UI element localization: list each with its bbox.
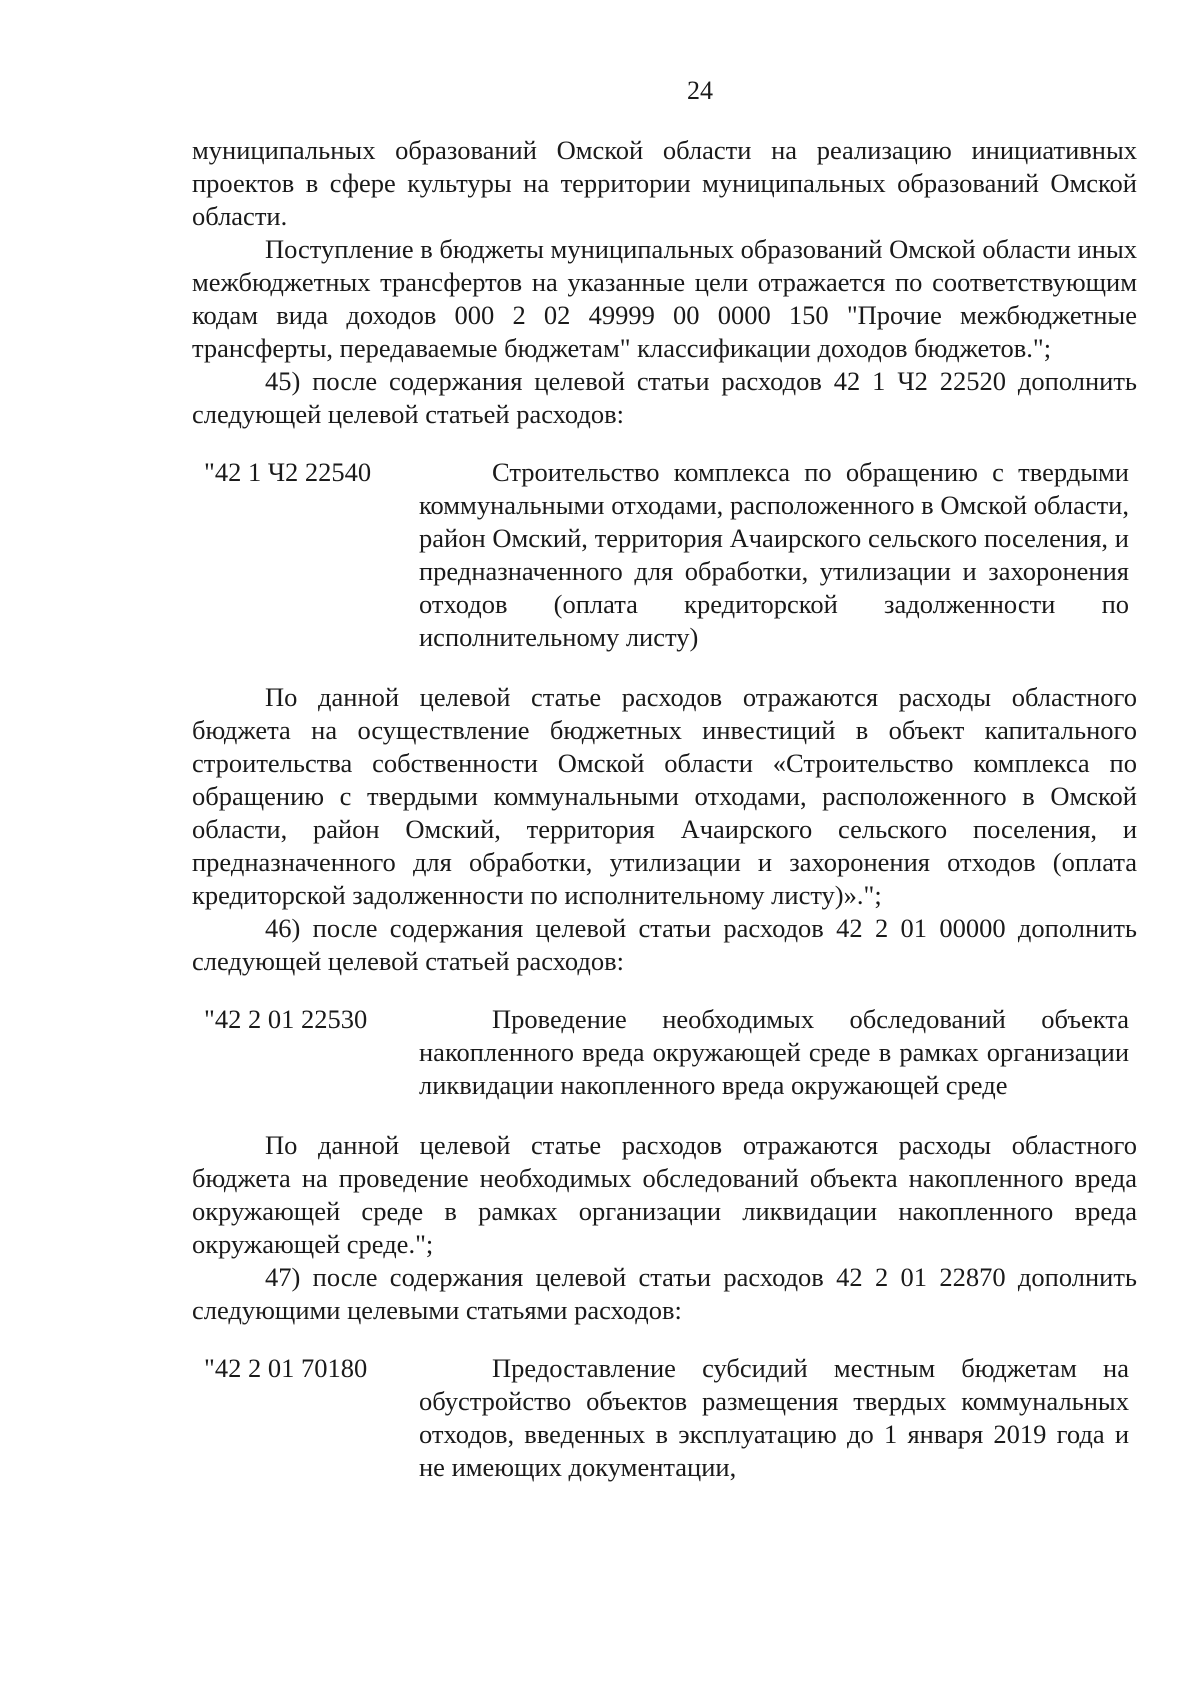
budget-entry-1 — [192, 456, 1137, 654]
budget-entry-2 — [192, 1003, 1137, 1102]
entry-code: "42 2 01 22530 — [204, 1004, 368, 1034]
paragraph-2: Поступление в бюджеты муниципальных образований Омской области иных межбюджетных трансфертов на указанные цели отражается по соответствующим кодам вида доходов 000 2 02 49999 00 0000 150 "Прочие межбюджетные трансферты, передаваемые бюджетам" классификации доходов бюджетов."; — [192, 234, 1137, 363]
paragraph-1: муниципальных образований Омской области на реализацию инициативных проектов в сфере культуры на территории муниципальных образований Омской области. — [192, 135, 1137, 231]
paragraph-5: 46) после содержания целевой статьи расходов 42 2 01 00000 дополнить следующей целевой статьей расходов: — [192, 913, 1137, 976]
document-body — [192, 134, 1137, 1484]
entry-description: Предоставление субсидий местным бюджетам на обустройство объектов размещения твердых коммунальных отходов, введенных в эксплуатацию до 1 января 2019 года и не имеющих документации, — [419, 1353, 1129, 1482]
paragraph-3: 45) после содержания целевой статьи расходов 42 1 Ч2 22520 дополнить следующей целевой статьей расходов: — [192, 366, 1137, 429]
entry-description: Строительство комплекса по обращению с твердыми коммунальными отходами, расположенного в Омской области, район Омский, территория Ачаирского сельского поселения, и предназначенного для обработки, утилизации и захоронения отходов (оплата кредиторской задолженности по исполнительному листу) — [419, 457, 1129, 652]
paragraph-4: По данной целевой статье расходов отражаются расходы областного бюджета на осуществление бюджетных инвестиций в объект капитального строительства собственности Омской области «Строительство комплекса по обращению с твердыми коммунальными отходами, расположенного в Омской области, район Омский, территория Ачаирского сельского поселения, и предназначенного для обработки, утилизации и захоронения отходов (оплата кредиторской задолженности по исполнительному листу)»."; — [192, 682, 1137, 910]
entry-code: "42 1 Ч2 22540 — [204, 457, 372, 487]
paragraph-7: 47) после содержания целевой статьи расходов 42 2 01 22870 дополнить следующими целевыми статьями расходов: — [192, 1262, 1137, 1325]
budget-entry-3 — [192, 1352, 1137, 1484]
entry-code: "42 2 01 70180 — [204, 1353, 368, 1383]
paragraph-6: По данной целевой статье расходов отражаются расходы областного бюджета на проведение необходимых обследований объекта накопленного вреда окружающей среде в рамках организации ликвидации накопленного вреда окружающей среде."; — [192, 1130, 1137, 1259]
entry-description: Проведение необходимых обследований объекта накопленного вреда окружающей среде в рамках организации ликвидации накопленного вреда окружающей среде — [419, 1004, 1129, 1100]
page-number: 24 — [687, 76, 713, 105]
